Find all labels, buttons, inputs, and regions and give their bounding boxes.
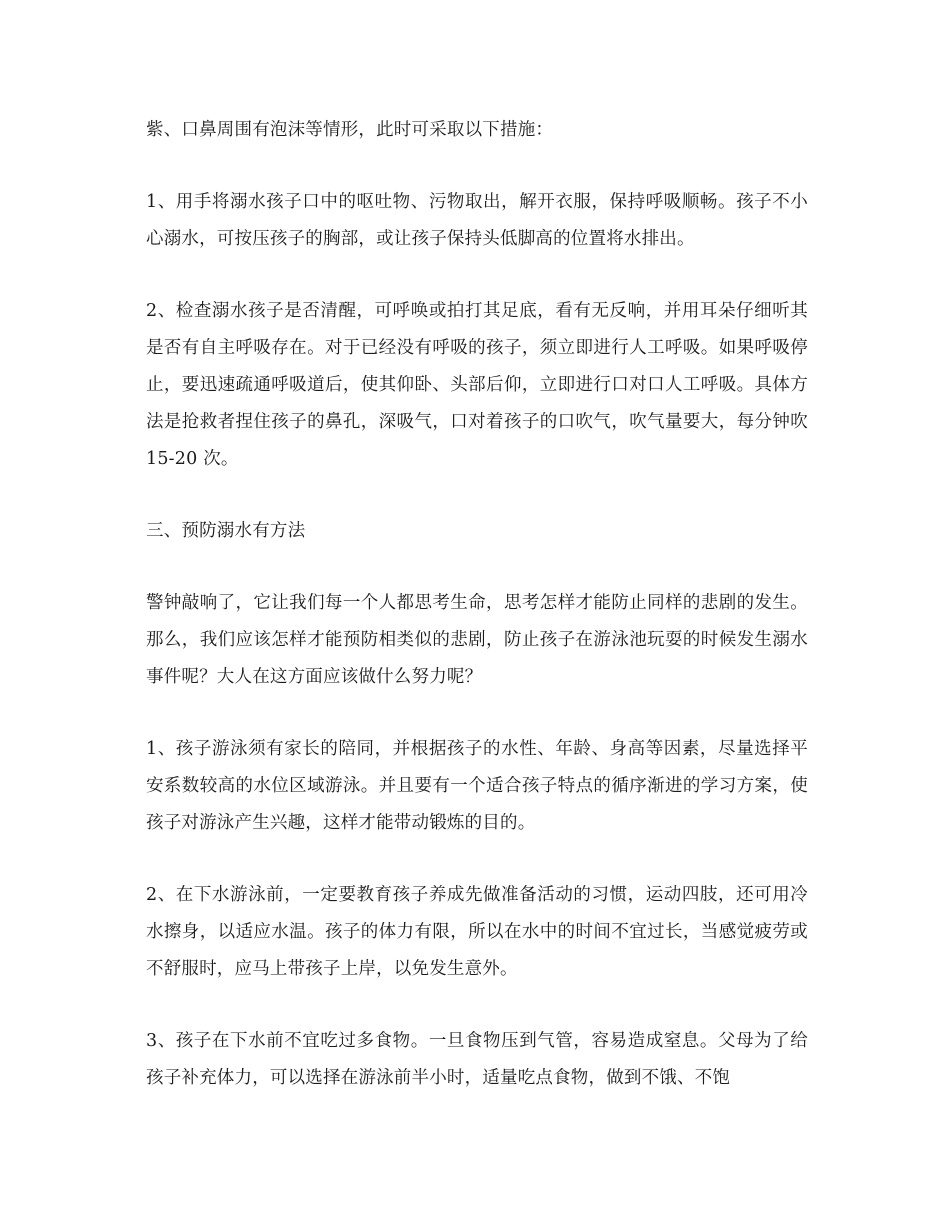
paragraph-warning: 警钟敲响了，它让我们每一个人都思考生命，思考怎样才能防止同样的悲剧的发生。那么，我们应该怎样才能预防相类似的悲剧，防止孩子在游泳池玩耍的时候发生溺水事件呢？大人在这方面应该做什么努力呢？ <box>146 593 808 687</box>
document-body <box>146 112 808 1132</box>
paragraph-measure-2: 2、检查溺水孩子是否清醒，可呼唤或拍打其足底，看有无反响，并用耳朵仔细听其是否有自主呼吸存在。对于已经没有呼吸的孩子，须立即进行人工呼吸。如果呼吸停止，要迅速疏通呼吸道后，使其仰卧、头部后仰，立即进行口对口人工呼吸。具体方法是抢救者捏住孩子的鼻孔，深吸气，口对着孩子的口吹气，吹气量要大，每分钟吹 15-20 次。 <box>146 301 808 469</box>
paragraph-prevention-1: 1、孩子游泳须有家长的陪同，并根据孩子的水性、年龄、身高等因素，尽量选择平安系数较高的水位区域游泳。并且要有一个适合孩子特点的循序渐进的学习方案，使孩子对游泳产生兴趣，这样才能带动锻炼的目的。 <box>146 739 808 833</box>
paragraph-intro: 紫、口鼻周围有泡沫等情形，此时可采取以下措施： <box>146 120 554 140</box>
paragraph-measure-1: 1、用手将溺水孩子口中的呕吐物、污物取出，解开衣服，保持呼吸顺畅。孩子不小心溺水，可按压孩子的胸部，或让孩子保持头低脚高的位置将水排出。 <box>146 192 808 249</box>
paragraph-prevention-2: 2、在下水游泳前，一定要教育孩子养成先做准备活动的习惯，运动四肢，还可用冷水擦身，以适应水温。孩子的体力有限，所以在水中的时间不宜过长，当感觉疲劳或不舒服时，应马上带孩子上岸，以免发生意外。 <box>146 885 808 979</box>
section-heading: 三、预防溺水有方法 <box>146 521 306 541</box>
paragraph-prevention-3: 3、孩子在下水前不宜吃过多食物。一旦食物压到气管，容易造成窒息。父母为了给孩子补充体力，可以选择在游泳前半小时，适量吃点食物，做到不饿、不饱 <box>146 1031 808 1088</box>
